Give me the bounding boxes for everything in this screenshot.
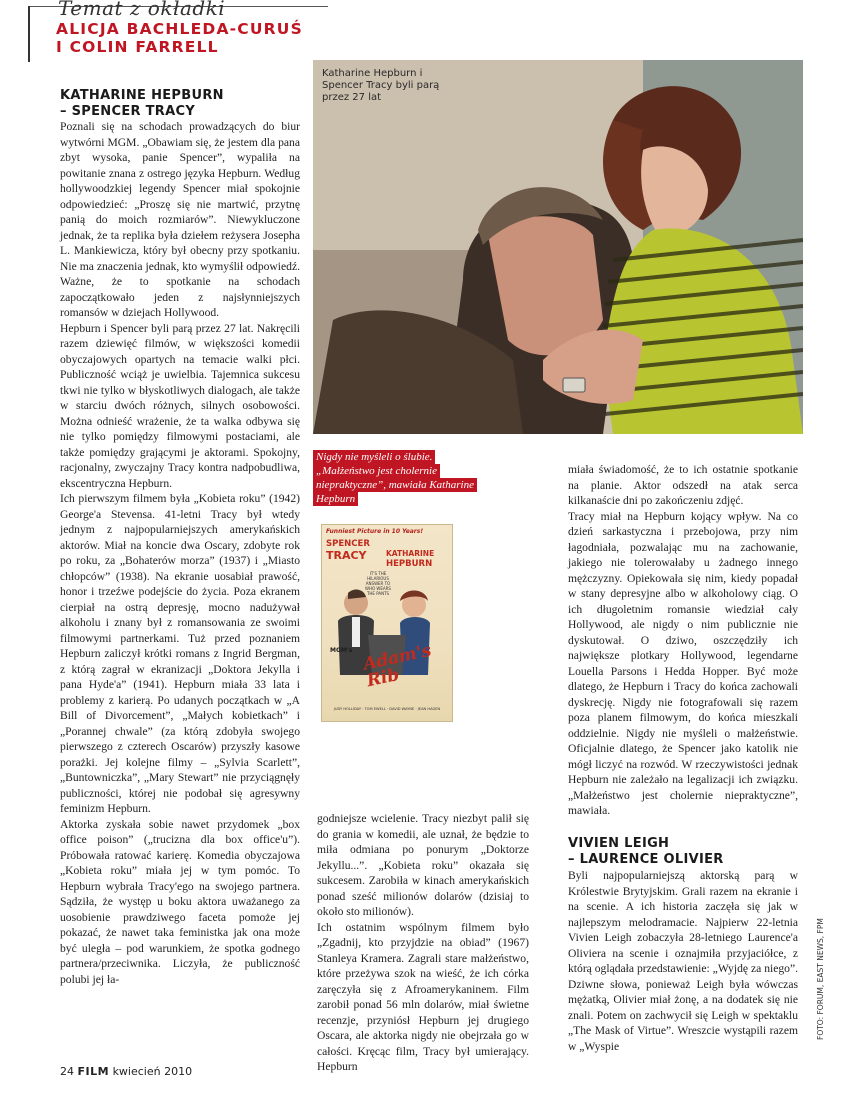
hepburn-tracy-photo [313,60,803,434]
poster-actor-1 [326,539,370,561]
issue-date: kwiecień 2010 [112,1065,193,1078]
cover-story-headline [56,20,386,56]
paragraph: Hepburn i Spencer byli parą przez 27 lat. Nakręcili razem dziewięć filmów, w większości komedii obyczajowych opartych na temacie walki płci. Publiczność wciąż je uwielbia. Tajemnica sukcesu tkwi nie tylko w błyskotliwych dialogach, ale także w starciu dwóch różnych, silnych osobowości. Można odnieść wrażenie, że ta walka odbywa się nie tylko pomiędzy filmowymi postaciami, ale także pomiędzy grającymi je aktorami. Spokojny, racjonalny, zwyczajny Tracy kontra nadpobudliwa, ekscentryczna Hepburn. [60,321,300,490]
poster-studio: MGM's [330,647,353,654]
poster-title: Adam's Rib [361,640,434,692]
poster-actor-1-first: SPENCER [326,539,370,549]
poster-actor-2 [386,549,434,569]
poster-actor-2-last: HEPBURN [386,559,433,569]
photo-credit: FOTO: FORUM, EAST NEWS, FPM [816,918,825,1040]
paragraph: miała świadomość, że to ich ostatnie spotkanie na planie. Aktor odszedł na atak serca kilkanaście dni po zakończeniu zdjęć. [568,463,798,507]
article-column-1 [60,119,300,987]
poster-tagline: Funniest Picture in 10 Years! [326,528,424,535]
adams-rib-poster [321,524,453,722]
paragraph: Poznali się na schodach prowadzących do biur wytwórni MGM. „Obawiam się, że jestem dla pana zbyt wysoka, panie Spencer”, wypaliła na powitanie znana z ostrego języka Hepburn. Według hollywoodzkiej legendy Spencer miał spokojnie odpowiedzieć: „Proszę się nie martwić, przytnę panią do moich rozmiarów”. Niewykluczone jednak, że ta replika była dziełem reżysera Josepha L. Mankiewicza, który był obecny przy spotkaniu. Nie ma znaczenia jednak, kto wymyślił odpowiedź. Ważne, że to spotkanie na schodach zapoczątkowało jeden z najsłynniejszych romansów w dziejach Hollywood. [60,120,300,319]
section-title-leigh-olivier [568,836,798,868]
page-footer [60,1065,192,1078]
headline-line-2: I COLIN FARRELL [56,38,219,56]
section-title-line-1: KATHARINE HEPBURN [60,88,224,103]
poster-actor-1-last: TRACY [326,549,367,562]
poster-blurb: IT'S THE HILARIOUS ANSWER TO WHO WEARS THE PANTS [365,571,391,596]
section-tag: Temat z okładki [58,0,226,20]
pull-quote-text: Nigdy nie myśleli o ślubie. „Małżeństwo jest cholernie niepraktyczne”, mawiała Katharine Hepburn [313,450,477,506]
header-side-bar [28,6,30,62]
paragraph: Aktorka zyskała sobie nawet przydomek „box office poison” („trucizna dla box office'u”). Próbowała ratować karierę. Komedia obyczajowa „Kobieta roku” miała jej w tym pomóc. To Hepburn wybrała Tracy'ego na swojego partnera. Sądziła, że występ u boku aktora uważanego za uosobienie prawdziwego faceta pomoże jej pokazać, że nawet taka feministka jak ona może być uległa – pod warunkiem, że spotka godnego partnera/przeciwnika. Liczyła, że publiczność polubi jej ła- [60,817,300,986]
poster-actor-2-first: KATHARINE [386,549,435,558]
magazine-name: FILM [77,1065,110,1078]
photo-illustration [313,60,803,434]
section-title-line-1: VIVIEN LEIGH [568,836,670,851]
article-column-2 [317,811,529,1075]
photo-caption: Katharine Hepburn i Spencer Tracy byli parą przez 27 lat [322,68,440,103]
page-number: 24 [60,1065,74,1078]
paragraph: godniejsze wcielenie. Tracy niezbyt palił się do grania w komedii, ale uznał, że będzie to miła odmiana po ponurym „Doktorze Jekyllu...”. „Kobieta roku” okazała się sukcesem. Zarobiła w kinach amerykańskich ponad sześć milionów dolarów (dzisiaj to około sto milionów). [317,812,529,918]
poster-credits: JUDY HOLLIDAY · TOM EWELL · DAVID WAYNE · JEAN HAGEN [333,707,441,711]
section-title-line-2: – LAURENCE OLIVIER [568,852,724,867]
paragraph: Byli najpopularniejszą aktorską parą w Królestwie Brytyjskim. Grali razem na ekranie i na scenie. A ich historia zaczęła się jak w najlepszym melodramacie. Najpierw 22-letnia Vivien Leigh zobaczyła 28-letniego Laurence'a Oliviera na scenie i oznajmiła przyjaciółce, z którą oglądała przedstawienie: „Wyjdę za niego”. Dziwne słowa, ponieważ Leigh była wówczas mężatką, Olivier miał żonę, a na dodatek się nie znali. Potem on zachwycił się Leigh w spektaklu „The Mask of Virtue”. Wreszcie wystąpili razem w „Wyspie [568,869,798,1053]
pull-quote [313,450,491,506]
paragraph: Ich ostatnim wspólnym filmem było „Zgadnij, kto przyjdzie na obiad” (1967) Stanleya Kramera. Zagrali stare małżeństwo, które przeżywa szok na wieść, że ich córka zaręczyła się z Afroamerykaninem. Film zarobił ponad 56 mln dolarów, miał świetne recenzje, przyniósł Hepburn jej drugiego Oscara, ale aktorka nigdy nie obejrzała go w całości. Kręcąc film, Tracy był umierający. Hepburn [317,920,529,1073]
section-title-hepburn-tracy [60,88,300,120]
article-column-3-continued [568,868,798,1054]
paragraph: Ich pierwszym filmem była „Kobieta roku” (1942) George'a Stevensa. 41-letni Tracy był wtedy jednym z najpopularniejszych amerykańskich aktorów. Miał na koncie dwa Oscary, zdobyte rok po roku, za „Bohaterów morza” (1937) i „Miasto chłopców” (1938). Na ekranie uosabiał prawość, honor i trzeźwe podejście do życia. Poza ekranem cierpiał na ostrą depresję, mocno nadużywał alkoholu i znany był z romansowania ze swoimi filmowymi partnerkami. Tuż przed poznaniem Hepburn zaliczył krótki romans z Ingrid Bergman, z którą zagrał w ekranizacji „Doktora Jekylla i pana Hyde'a” (1941). Hepburn miała 33 lata i problemy z karierą. Po udanych początkach w „A Bill of Divorcement”, „Małych kobietkach” i „Porannej chwale” (za którą zdobyła swojego pierwszego z czterech Oscarów) przyszły kasowe porażki. Jej kolejne filmy – „Sylvia Scarlett”, „Buntowniczka”, „Mary Stewart” nie przyciągnęły publiczności, której nie podobał się agresywny feminizm Hepburn. [60,492,300,815]
article-column-3 [568,462,798,819]
paragraph: Tracy miał na Hepburn kojący wpływ. Na co dzień sarkastyczna i przebojowa, przy nim łagodniała, pozwalając mu na zachowanie, jakiego nie tolerowałaby u żadnego innego mężczyzny. Opiekowała się nim, kiedy popadał w stany depresyjne albo w alkoholowy ciąg. O ich długoletnim romansie wiedział cały Hollywood, ale nigdy o nim publicznie nie dyskutował. O dziwo, oszczędziły ich największe plotkary Hollywood, legendarne Louella Parsons i Hedda Hopper. Być może dlatego, że Hepburn i Tracy do końca zachowali dyskrecję. Nigdy nie fotografowali się razem poza planem filmowym, do końca mieszkali oddzielnie. Nigdy nie myśleli o małżeństwie. Oficjalnie dlatego, że Spencer jako katolik nie mógł liczyć na rozwód. W rzeczywistości jednak Hepburn nie zależało na legalizacji ich związku. „Małżeństwo jest cholernie niepraktyczne”, mawiała. [568,509,798,817]
section-title-line-2: – SPENCER TRACY [60,104,196,119]
headline-line-1: ALICJA BACHLEDA-CURUŚ [56,20,303,38]
